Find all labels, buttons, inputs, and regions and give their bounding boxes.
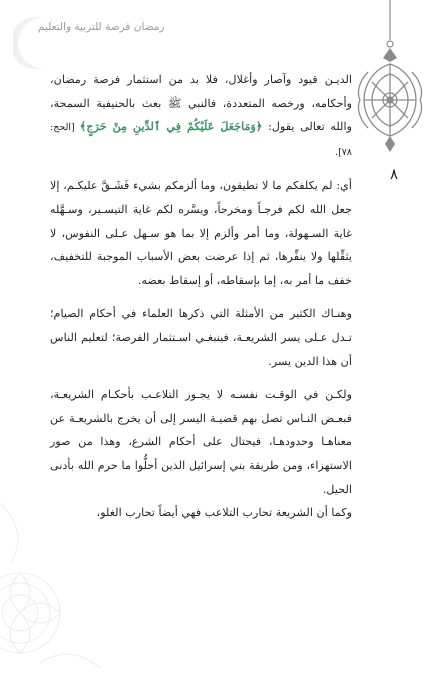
- page-number: ٨: [389, 165, 399, 183]
- crescent-moon-decoration: [13, 14, 59, 72]
- running-header: رمضان فرصة للتربية والتعليم: [38, 21, 165, 33]
- paragraph-3: وهنـاك الكثير من الأمثلة التي ذكرها العلماء في أحكام الصيام؛ تـدل عـلى يسر الشريعـة، فينبغـي اسـتثمار الفرصة؛ لتعليم الناس أن هذا الدين يسر.: [50, 307, 352, 368]
- quran-verse: ﴿وَمَاجَعَلَ عَلَيْكُمْ فِي ٱلدِّينِ مِنْ حَرَجٍ﴾: [79, 119, 263, 134]
- paragraph-1: [50, 68, 352, 164]
- verse-reference: [الحج: ٧٨].: [50, 122, 352, 158]
- paragraph-2: أي: لم يكلفكم ما لا تطيقون، وما ألزمكم بشيء فَشَـقَّ عليكـم، إلا جعل الله لكم فرجـاً ومخرجاً، ويسَّره لكم غاية التيسـير، وسـهَّله غاية السـهولة، وما أمر وألزم إلا بما هو سـهل عـلى النفوس، لا يثقِّلها ولا ينفِّرها، ثم إذا عرضت بعض الأسباب الموجبة للتخفيف، خفف ما أمر به، إما بإسقاطه، أو إسقاط بعضه.: [50, 179, 352, 287]
- paragraph-1-text: الديـن قيود وآصار وأغلال، فلا بد من استثمار فرصة رمضان، وأحكامه، ورخصه المتعددة، فالنبي ﷺ بعث بالحنيفية السمحة، والله تعالى يقول:: [50, 73, 352, 134]
- paragraph-4: ولكـن في الوقـت نفسـه لا يجـوز التلاعـب بأحكـام الشريعـة، فبعـض النـاس تصل بهم قضيـة اليسر إلى أن يخرج بالشريعـة عن معناهـا وحدودهـا، فيحتال على أحكام الشرع، وهذا من صور الاستهزاء، ومن طريقة بني إسرائيل الذين أحلُّوا ما حرم الله بأدنى الحيل.: [50, 388, 352, 496]
- body-text: [50, 68, 352, 525]
- paragraph-5: وكما أن الشريعة تحارب التلاعب فهي أيضاً تحارب الغلو،: [96, 506, 352, 520]
- hanging-lantern-ornament: [355, 0, 425, 155]
